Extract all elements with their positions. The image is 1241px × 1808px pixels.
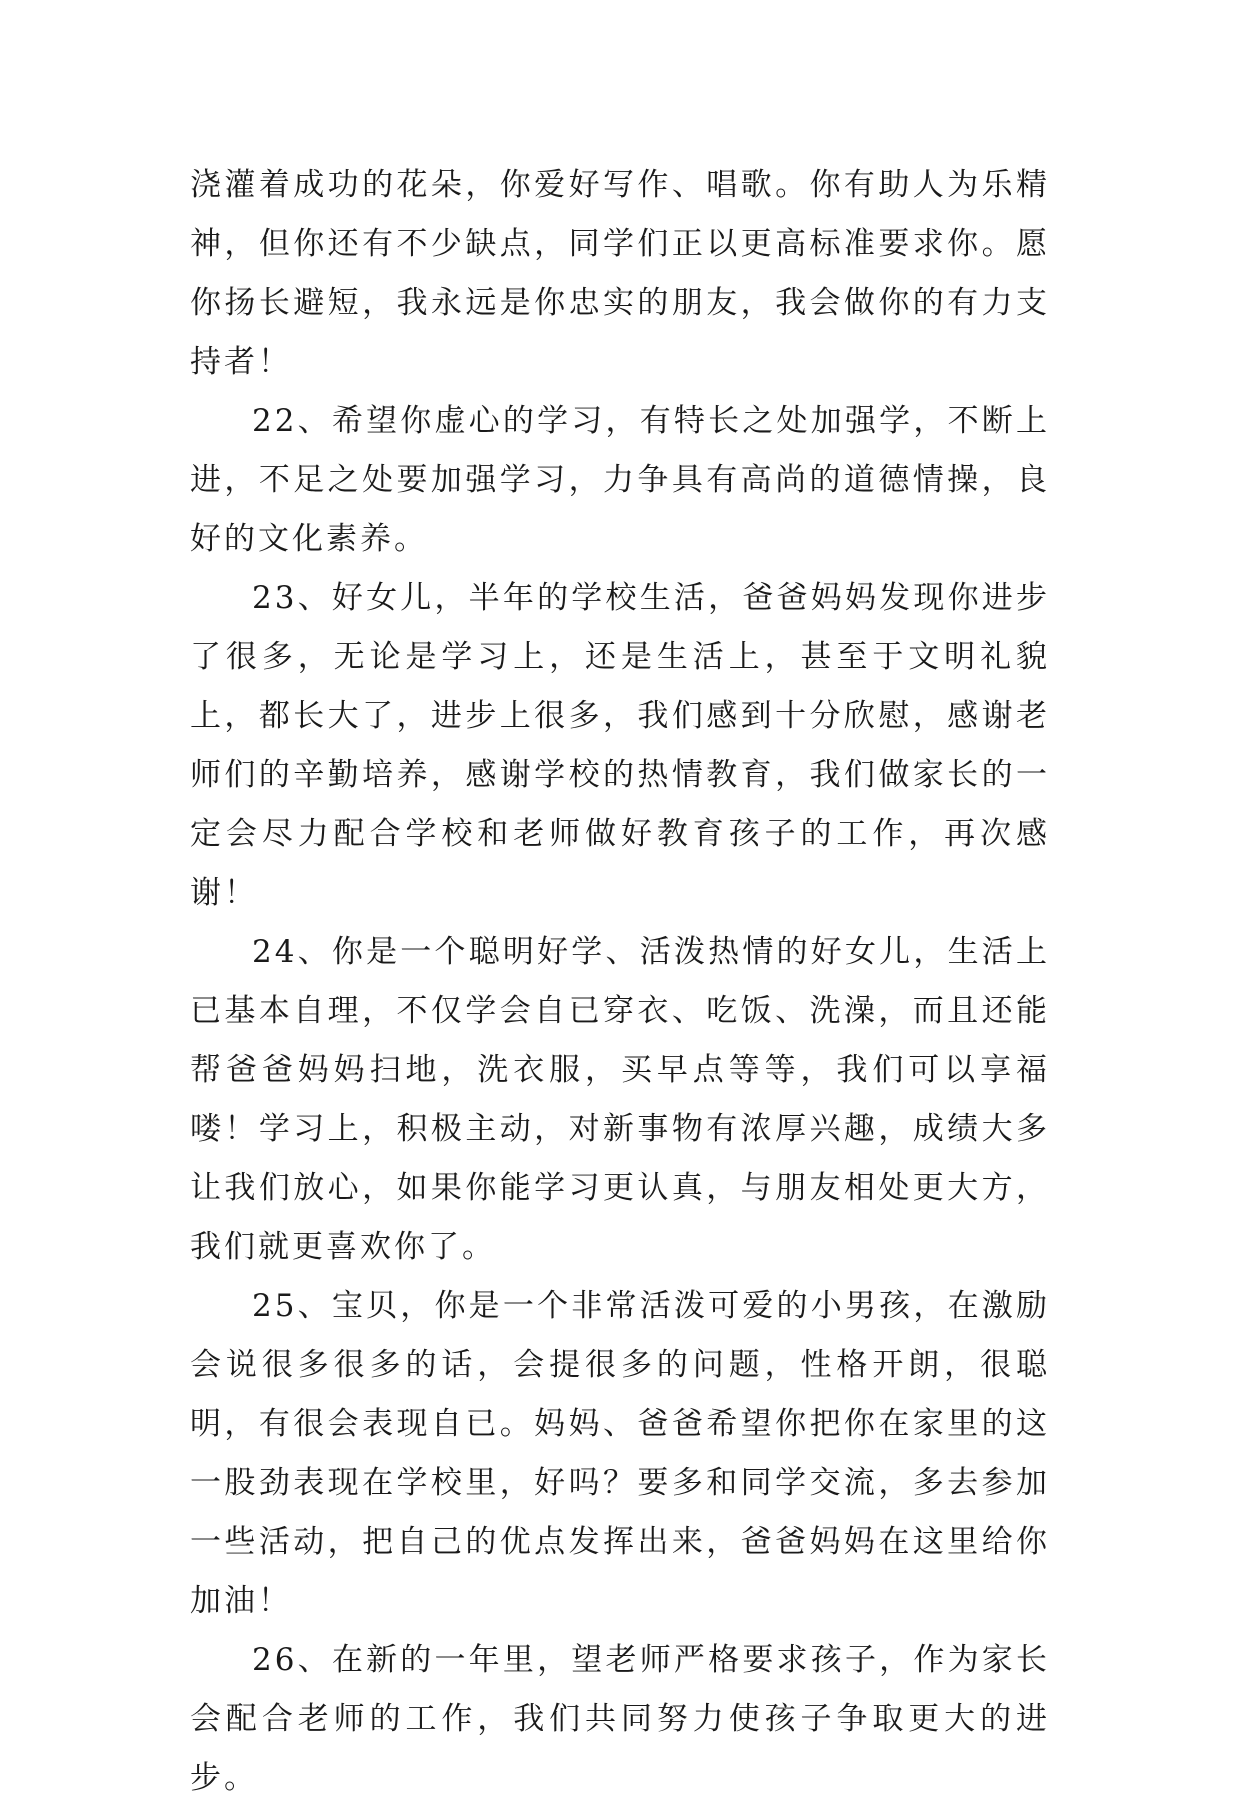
paragraph-25: 25、宝贝，你是一个非常活泼可爱的小男孩，在激励会说很多很多的话，会提很多的问题，性格开朗，很聪明，有很会表现自已。妈妈、爸爸希望你把你在家里的这一股劲表现在学校里，好吗？要多和同学交流，多去参加一些活动，把自己的优点发挥出来，爸爸妈妈在这里给你加油！ bbox=[190, 1288, 1050, 1619]
paragraph-continued: 浇灌着成功的花朵，你爱好写作、唱歌。你有助人为乐精神，但你还有不少缺点，同学们正以更高标准要求你。愿你扬长避短，我永远是你忠实的朋友，我会做你的有力支持者！ bbox=[190, 167, 1050, 380]
paragraph-22: 22、希望你虚心的学习，有特长之处加强学，不断上进，不足之处要加强学习，力争具有高尚的道德情操，良好的文化素养。 bbox=[190, 403, 1050, 557]
document-body bbox=[190, 156, 1050, 1808]
paragraph-26: 26、在新的一年里，望老师严格要求孩子，作为家长会配合老师的工作，我们共同努力使孩子争取更大的进步。 bbox=[190, 1642, 1050, 1796]
paragraph-23: 23、好女儿，半年的学校生活，爸爸妈妈发现你进步了很多，无论是学习上，还是生活上，甚至于文明礼貌上，都长大了，进步上很多，我们感到十分欣慰，感谢老师们的辛勤培养，感谢学校的热情教育，我们做家长的一定会尽力配合学校和老师做好教育孩子的工作，再次感谢！ bbox=[190, 580, 1050, 911]
paragraph-24: 24、你是一个聪明好学、活泼热情的好女儿，生活上已基本自理，不仅学会自已穿衣、吃饭、洗澡，而且还能帮爸爸妈妈扫地，洗衣服，买早点等等，我们可以享福喽！学习上，积极主动，对新事物有浓厚兴趣，成绩大多让我们放心，如果你能学习更认真，与朋友相处更大方，我们就更喜欢你了。 bbox=[190, 934, 1050, 1265]
